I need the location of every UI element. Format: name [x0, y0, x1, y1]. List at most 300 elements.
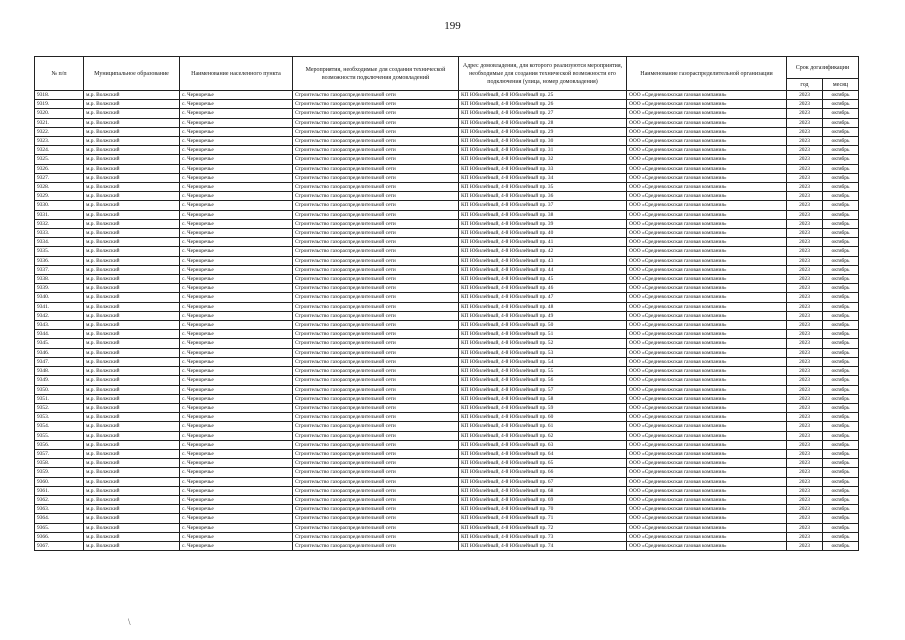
- row-organization: ООО «Средневолжская газовая компания»: [627, 210, 787, 219]
- row-year: 2023: [787, 100, 823, 109]
- table-row: [35, 403, 859, 412]
- row-address: КП Юбилейный, 4-й Юбилейный пр. 60: [459, 413, 627, 422]
- row-measure: Строительство газораспределительной сети: [293, 311, 459, 320]
- row-municipality: м.р. Волжский: [84, 449, 180, 458]
- table-row: [35, 137, 859, 146]
- row-address: КП Юбилейный, 4-й Юбилейный пр. 28: [459, 118, 627, 127]
- row-municipality: м.р. Волжский: [84, 440, 180, 449]
- row-settlement: с. Черноречье: [180, 192, 293, 201]
- row-measure: Строительство газораспределительной сети: [293, 192, 459, 201]
- row-month: октябрь: [823, 385, 859, 394]
- row-measure: Строительство газораспределительной сети: [293, 523, 459, 532]
- row-measure: Строительство газораспределительной сети: [293, 137, 459, 146]
- row-number: 9365.: [35, 523, 84, 532]
- row-organization: ООО «Средневолжская газовая компания»: [627, 486, 787, 495]
- row-municipality: м.р. Волжский: [84, 311, 180, 320]
- row-settlement: с. Черноречье: [180, 146, 293, 155]
- row-year: 2023: [787, 468, 823, 477]
- row-address: КП Юбилейный, 4-й Юбилейный пр. 69: [459, 495, 627, 504]
- row-organization: ООО «Средневолжская газовая компания»: [627, 311, 787, 320]
- row-year: 2023: [787, 91, 823, 100]
- header-term: Срок догазификации: [787, 57, 859, 79]
- table-row: [35, 321, 859, 330]
- row-address: КП Юбилейный, 4-й Юбилейный пр. 45: [459, 275, 627, 284]
- row-number: 9323.: [35, 137, 84, 146]
- row-month: октябрь: [823, 505, 859, 514]
- header-municipality: Муниципальное образование: [84, 57, 180, 91]
- row-address: КП Юбилейный, 4-й Юбилейный пр. 31: [459, 146, 627, 155]
- row-settlement: с. Черноречье: [180, 127, 293, 136]
- row-settlement: с. Черноречье: [180, 137, 293, 146]
- row-address: КП Юбилейный, 4-й Юбилейный пр. 74: [459, 541, 627, 550]
- table-row: [35, 495, 859, 504]
- table-row: [35, 486, 859, 495]
- row-settlement: с. Черноречье: [180, 403, 293, 412]
- row-year: 2023: [787, 210, 823, 219]
- row-municipality: м.р. Волжский: [84, 238, 180, 247]
- table-row: [35, 192, 859, 201]
- table-row: [35, 477, 859, 486]
- row-settlement: с. Черноречье: [180, 210, 293, 219]
- table-row: [35, 256, 859, 265]
- row-year: 2023: [787, 459, 823, 468]
- row-organization: ООО «Средневолжская газовая компания»: [627, 468, 787, 477]
- row-municipality: м.р. Волжский: [84, 367, 180, 376]
- table-row: [35, 201, 859, 210]
- row-number: 9353.: [35, 413, 84, 422]
- row-year: 2023: [787, 385, 823, 394]
- row-month: октябрь: [823, 284, 859, 293]
- row-number: 9356.: [35, 440, 84, 449]
- row-organization: ООО «Средневолжская газовая компания»: [627, 413, 787, 422]
- row-month: октябрь: [823, 440, 859, 449]
- row-settlement: с. Черноречье: [180, 357, 293, 366]
- row-municipality: м.р. Волжский: [84, 137, 180, 146]
- row-municipality: м.р. Волжский: [84, 100, 180, 109]
- row-municipality: м.р. Волжский: [84, 91, 180, 100]
- row-number: 9346.: [35, 348, 84, 357]
- table-row: [35, 459, 859, 468]
- row-organization: ООО «Средневолжская газовая компания»: [627, 100, 787, 109]
- row-year: 2023: [787, 339, 823, 348]
- row-measure: Строительство газораспределительной сети: [293, 495, 459, 504]
- row-number: 9350.: [35, 385, 84, 394]
- row-number: 9357.: [35, 449, 84, 458]
- row-year: 2023: [787, 275, 823, 284]
- row-month: октябрь: [823, 468, 859, 477]
- row-year: 2023: [787, 238, 823, 247]
- row-month: октябрь: [823, 330, 859, 339]
- row-settlement: с. Черноречье: [180, 247, 293, 256]
- row-measure: Строительство газораспределительной сети: [293, 514, 459, 523]
- row-month: октябрь: [823, 514, 859, 523]
- row-year: 2023: [787, 403, 823, 412]
- row-organization: ООО «Средневолжская газовая компания»: [627, 91, 787, 100]
- row-organization: ООО «Средневолжская газовая компания»: [627, 192, 787, 201]
- row-organization: ООО «Средневолжская газовая компания»: [627, 275, 787, 284]
- row-month: октябрь: [823, 403, 859, 412]
- table-row: [35, 219, 859, 228]
- row-address: КП Юбилейный, 4-й Юбилейный пр. 47: [459, 293, 627, 302]
- row-organization: ООО «Средневолжская газовая компания»: [627, 238, 787, 247]
- row-number: 9329.: [35, 192, 84, 201]
- row-settlement: с. Черноречье: [180, 91, 293, 100]
- row-number: 9366.: [35, 532, 84, 541]
- row-month: октябрь: [823, 495, 859, 504]
- row-measure: Строительство газораспределительной сети: [293, 376, 459, 385]
- row-measure: Строительство газораспределительной сети: [293, 238, 459, 247]
- row-number: 9343.: [35, 321, 84, 330]
- row-month: октябрь: [823, 109, 859, 118]
- row-year: 2023: [787, 173, 823, 182]
- row-address: КП Юбилейный, 4-й Юбилейный пр. 64: [459, 449, 627, 458]
- row-settlement: с. Черноречье: [180, 183, 293, 192]
- row-year: 2023: [787, 357, 823, 366]
- row-number: 9318.: [35, 91, 84, 100]
- table-row: [35, 146, 859, 155]
- row-measure: Строительство газораспределительной сети: [293, 367, 459, 376]
- row-municipality: м.р. Волжский: [84, 330, 180, 339]
- row-measure: Строительство газораспределительной сети: [293, 330, 459, 339]
- row-month: октябрь: [823, 357, 859, 366]
- row-month: октябрь: [823, 339, 859, 348]
- row-settlement: с. Черноречье: [180, 376, 293, 385]
- row-month: октябрь: [823, 238, 859, 247]
- row-measure: Строительство газораспределительной сети: [293, 357, 459, 366]
- row-organization: ООО «Средневолжская газовая компания»: [627, 422, 787, 431]
- row-year: 2023: [787, 514, 823, 523]
- row-year: 2023: [787, 422, 823, 431]
- table-row: [35, 238, 859, 247]
- row-month: октябрь: [823, 394, 859, 403]
- row-settlement: с. Черноречье: [180, 495, 293, 504]
- row-settlement: с. Черноречье: [180, 532, 293, 541]
- row-number: 9319.: [35, 100, 84, 109]
- row-municipality: м.р. Волжский: [84, 532, 180, 541]
- table-row: [35, 385, 859, 394]
- row-month: октябрь: [823, 127, 859, 136]
- row-settlement: с. Черноречье: [180, 413, 293, 422]
- row-number: 9325.: [35, 155, 84, 164]
- page-number: 199: [444, 20, 461, 32]
- table-row: [35, 265, 859, 274]
- row-organization: ООО «Средневолжская газовая компания»: [627, 127, 787, 136]
- row-number: 9336.: [35, 256, 84, 265]
- row-measure: Строительство газораспределительной сети: [293, 532, 459, 541]
- row-municipality: м.р. Волжский: [84, 302, 180, 311]
- row-measure: Строительство газораспределительной сети: [293, 183, 459, 192]
- row-month: октябрь: [823, 348, 859, 357]
- table-row: [35, 118, 859, 127]
- row-year: 2023: [787, 495, 823, 504]
- row-settlement: с. Черноречье: [180, 173, 293, 182]
- row-organization: ООО «Средневолжская газовая компания»: [627, 477, 787, 486]
- row-municipality: м.р. Волжский: [84, 183, 180, 192]
- row-municipality: м.р. Волжский: [84, 275, 180, 284]
- table-row: [35, 311, 859, 320]
- row-address: КП Юбилейный, 4-й Юбилейный пр. 39: [459, 219, 627, 228]
- row-year: 2023: [787, 440, 823, 449]
- row-number: 9321.: [35, 118, 84, 127]
- row-organization: ООО «Средневолжская газовая компания»: [627, 348, 787, 357]
- row-measure: Строительство газораспределительной сети: [293, 440, 459, 449]
- row-municipality: м.р. Волжский: [84, 155, 180, 164]
- row-measure: Строительство газораспределительной сети: [293, 431, 459, 440]
- row-year: 2023: [787, 155, 823, 164]
- row-number: 9360.: [35, 477, 84, 486]
- row-year: 2023: [787, 219, 823, 228]
- row-measure: Строительство газораспределительной сети: [293, 339, 459, 348]
- header-month: месяц: [823, 79, 859, 91]
- row-number: 9331.: [35, 210, 84, 219]
- row-number: 9345.: [35, 339, 84, 348]
- table-row: [35, 376, 859, 385]
- row-measure: Строительство газораспределительной сети: [293, 164, 459, 173]
- row-municipality: м.р. Волжский: [84, 394, 180, 403]
- row-settlement: с. Черноречье: [180, 523, 293, 532]
- row-number: 9351.: [35, 394, 84, 403]
- header-organization: Наименование газораспределительной организации: [627, 57, 787, 91]
- row-year: 2023: [787, 413, 823, 422]
- row-settlement: с. Черноречье: [180, 348, 293, 357]
- row-address: КП Юбилейный, 4-й Юбилейный пр. 27: [459, 109, 627, 118]
- scan-mark: \: [128, 617, 131, 627]
- row-address: КП Юбилейный, 4-й Юбилейный пр. 72: [459, 523, 627, 532]
- row-address: КП Юбилейный, 4-й Юбилейный пр. 32: [459, 155, 627, 164]
- row-address: КП Юбилейный, 4-й Юбилейный пр. 57: [459, 385, 627, 394]
- row-organization: ООО «Средневолжская газовая компания»: [627, 146, 787, 155]
- row-organization: ООО «Средневолжская газовая компания»: [627, 330, 787, 339]
- row-organization: ООО «Средневолжская газовая компания»: [627, 449, 787, 458]
- row-organization: ООО «Средневолжская газовая компания»: [627, 403, 787, 412]
- row-number: 9364.: [35, 514, 84, 523]
- row-organization: ООО «Средневолжская газовая компания»: [627, 118, 787, 127]
- table-row: [35, 413, 859, 422]
- row-month: октябрь: [823, 219, 859, 228]
- row-year: 2023: [787, 302, 823, 311]
- row-measure: Строительство газораспределительной сети: [293, 293, 459, 302]
- row-year: 2023: [787, 348, 823, 357]
- row-measure: Строительство газораспределительной сети: [293, 422, 459, 431]
- table-row: [35, 440, 859, 449]
- row-measure: Строительство газораспределительной сети: [293, 146, 459, 155]
- table-row: [35, 541, 859, 550]
- row-address: КП Юбилейный, 4-й Юбилейный пр. 41: [459, 238, 627, 247]
- table-row: [35, 348, 859, 357]
- table-row: [35, 229, 859, 238]
- row-municipality: м.р. Волжский: [84, 229, 180, 238]
- row-organization: ООО «Средневолжская газовая компания»: [627, 284, 787, 293]
- table-row: [35, 155, 859, 164]
- table-row: [35, 505, 859, 514]
- row-month: октябрь: [823, 229, 859, 238]
- row-settlement: с. Черноречье: [180, 449, 293, 458]
- row-settlement: с. Черноречье: [180, 293, 293, 302]
- row-number: 9320.: [35, 109, 84, 118]
- row-number: 9337.: [35, 265, 84, 274]
- row-organization: ООО «Средневолжская газовая компания»: [627, 357, 787, 366]
- row-municipality: м.р. Волжский: [84, 477, 180, 486]
- row-municipality: м.р. Волжский: [84, 173, 180, 182]
- row-settlement: с. Черноречье: [180, 514, 293, 523]
- row-month: октябрь: [823, 523, 859, 532]
- row-year: 2023: [787, 477, 823, 486]
- row-measure: Строительство газораспределительной сети: [293, 265, 459, 274]
- row-organization: ООО «Средневолжская газовая компания»: [627, 459, 787, 468]
- table-row: [35, 127, 859, 136]
- row-address: КП Юбилейный, 4-й Юбилейный пр. 68: [459, 486, 627, 495]
- row-year: 2023: [787, 311, 823, 320]
- row-organization: ООО «Средневолжская газовая компания»: [627, 183, 787, 192]
- row-organization: ООО «Средневолжская газовая компания»: [627, 164, 787, 173]
- row-month: октябрь: [823, 201, 859, 210]
- row-organization: ООО «Средневолжская газовая компания»: [627, 376, 787, 385]
- row-measure: Строительство газораспределительной сети: [293, 91, 459, 100]
- table-row: [35, 183, 859, 192]
- row-address: КП Юбилейный, 4-й Юбилейный пр. 36: [459, 192, 627, 201]
- row-month: октябрь: [823, 164, 859, 173]
- row-year: 2023: [787, 192, 823, 201]
- row-year: 2023: [787, 449, 823, 458]
- row-measure: Строительство газораспределительной сети: [293, 201, 459, 210]
- row-address: КП Юбилейный, 4-й Юбилейный пр. 63: [459, 440, 627, 449]
- row-municipality: м.р. Волжский: [84, 422, 180, 431]
- row-address: КП Юбилейный, 4-й Юбилейный пр. 67: [459, 477, 627, 486]
- row-municipality: м.р. Волжский: [84, 321, 180, 330]
- row-month: октябрь: [823, 275, 859, 284]
- row-address: КП Юбилейный, 4-й Юбилейный пр. 71: [459, 514, 627, 523]
- row-month: октябрь: [823, 247, 859, 256]
- header-measures: Мероприятия, необходимые для создания технической возможности подключения домовладений: [293, 57, 459, 91]
- row-measure: Строительство газораспределительной сети: [293, 127, 459, 136]
- row-measure: Строительство газораспределительной сети: [293, 477, 459, 486]
- row-year: 2023: [787, 137, 823, 146]
- row-settlement: с. Черноречье: [180, 256, 293, 265]
- row-municipality: м.р. Волжский: [84, 459, 180, 468]
- table-row: [35, 523, 859, 532]
- row-organization: ООО «Средневолжская газовая компания»: [627, 219, 787, 228]
- row-settlement: с. Черноречье: [180, 155, 293, 164]
- row-month: октябрь: [823, 256, 859, 265]
- row-year: 2023: [787, 229, 823, 238]
- row-address: КП Юбилейный, 4-й Юбилейный пр. 29: [459, 127, 627, 136]
- row-municipality: м.р. Волжский: [84, 109, 180, 118]
- row-address: КП Юбилейный, 4-й Юбилейный пр. 34: [459, 173, 627, 182]
- row-organization: ООО «Средневолжская газовая компания»: [627, 339, 787, 348]
- row-settlement: с. Черноречье: [180, 201, 293, 210]
- row-measure: Строительство газораспределительной сети: [293, 109, 459, 118]
- row-settlement: с. Черноречье: [180, 321, 293, 330]
- row-settlement: с. Черноречье: [180, 468, 293, 477]
- row-month: октябрь: [823, 321, 859, 330]
- row-address: КП Юбилейный, 4-й Юбилейный пр. 55: [459, 367, 627, 376]
- table-row: [35, 330, 859, 339]
- row-year: 2023: [787, 541, 823, 550]
- row-number: 9334.: [35, 238, 84, 247]
- row-municipality: м.р. Волжский: [84, 201, 180, 210]
- row-address: КП Юбилейный, 4-й Юбилейный пр. 66: [459, 468, 627, 477]
- row-number: 9330.: [35, 201, 84, 210]
- table-row: [35, 422, 859, 431]
- row-municipality: м.р. Волжский: [84, 247, 180, 256]
- row-settlement: с. Черноречье: [180, 339, 293, 348]
- row-month: октябрь: [823, 155, 859, 164]
- row-organization: ООО «Средневолжская газовая компания»: [627, 302, 787, 311]
- row-organization: ООО «Средневолжская газовая компания»: [627, 440, 787, 449]
- table-row: [35, 302, 859, 311]
- row-address: КП Юбилейный, 4-й Юбилейный пр. 50: [459, 321, 627, 330]
- row-month: октябрь: [823, 118, 859, 127]
- table-body: [35, 91, 859, 551]
- table-row: [35, 367, 859, 376]
- header-settlement: Наименование населенного пункта: [180, 57, 293, 91]
- row-measure: Строительство газораспределительной сети: [293, 247, 459, 256]
- table-row: [35, 339, 859, 348]
- row-settlement: с. Черноречье: [180, 219, 293, 228]
- row-organization: ООО «Средневолжская газовая компания»: [627, 541, 787, 550]
- row-year: 2023: [787, 330, 823, 339]
- row-municipality: м.р. Волжский: [84, 210, 180, 219]
- row-address: КП Юбилейный, 4-й Юбилейный пр. 26: [459, 100, 627, 109]
- table-row: [35, 357, 859, 366]
- row-number: 9358.: [35, 459, 84, 468]
- row-organization: ООО «Средневолжская газовая компания»: [627, 321, 787, 330]
- row-measure: Строительство газораспределительной сети: [293, 486, 459, 495]
- row-address: КП Юбилейный, 4-й Юбилейный пр. 35: [459, 183, 627, 192]
- row-address: КП Юбилейный, 4-й Юбилейный пр. 40: [459, 229, 627, 238]
- row-settlement: с. Черноречье: [180, 238, 293, 247]
- table-row: [35, 247, 859, 256]
- row-number: 9333.: [35, 229, 84, 238]
- row-municipality: м.р. Волжский: [84, 284, 180, 293]
- row-number: 9363.: [35, 505, 84, 514]
- row-number: 9349.: [35, 376, 84, 385]
- row-settlement: с. Черноречье: [180, 431, 293, 440]
- row-measure: Строительство газораспределительной сети: [293, 118, 459, 127]
- row-organization: ООО «Средневолжская газовая компания»: [627, 109, 787, 118]
- row-number: 9361.: [35, 486, 84, 495]
- row-measure: Строительство газораспределительной сети: [293, 403, 459, 412]
- row-address: КП Юбилейный, 4-й Юбилейный пр. 30: [459, 137, 627, 146]
- row-address: КП Юбилейный, 4-й Юбилейный пр. 25: [459, 91, 627, 100]
- row-month: октябрь: [823, 422, 859, 431]
- row-number: 9324.: [35, 146, 84, 155]
- row-address: КП Юбилейный, 4-й Юбилейный пр. 73: [459, 532, 627, 541]
- header-num: № п/п: [35, 57, 84, 91]
- row-number: 9327.: [35, 173, 84, 182]
- row-organization: ООО «Средневолжская газовая компания»: [627, 523, 787, 532]
- row-year: 2023: [787, 118, 823, 127]
- table-row: [35, 284, 859, 293]
- row-settlement: с. Черноречье: [180, 394, 293, 403]
- row-municipality: м.р. Волжский: [84, 357, 180, 366]
- row-address: КП Юбилейный, 4-й Юбилейный пр. 53: [459, 348, 627, 357]
- row-measure: Строительство газораспределительной сети: [293, 348, 459, 357]
- row-month: октябрь: [823, 541, 859, 550]
- row-measure: Строительство газораспределительной сети: [293, 541, 459, 550]
- header-address: Адрес домовладения, для которого реализуются мероприятия, необходимые для создания технической возможности его подключения (улица, номер домовладения): [459, 57, 627, 91]
- row-municipality: м.р. Волжский: [84, 293, 180, 302]
- row-organization: ООО «Средневолжская газовая компания»: [627, 137, 787, 146]
- row-number: 9344.: [35, 330, 84, 339]
- row-month: октябрь: [823, 532, 859, 541]
- row-organization: ООО «Средневолжская газовая компания»: [627, 173, 787, 182]
- row-month: октябрь: [823, 192, 859, 201]
- header-year: год: [787, 79, 823, 91]
- row-organization: ООО «Средневолжская газовая компания»: [627, 256, 787, 265]
- row-number: 9328.: [35, 183, 84, 192]
- row-settlement: с. Черноречье: [180, 118, 293, 127]
